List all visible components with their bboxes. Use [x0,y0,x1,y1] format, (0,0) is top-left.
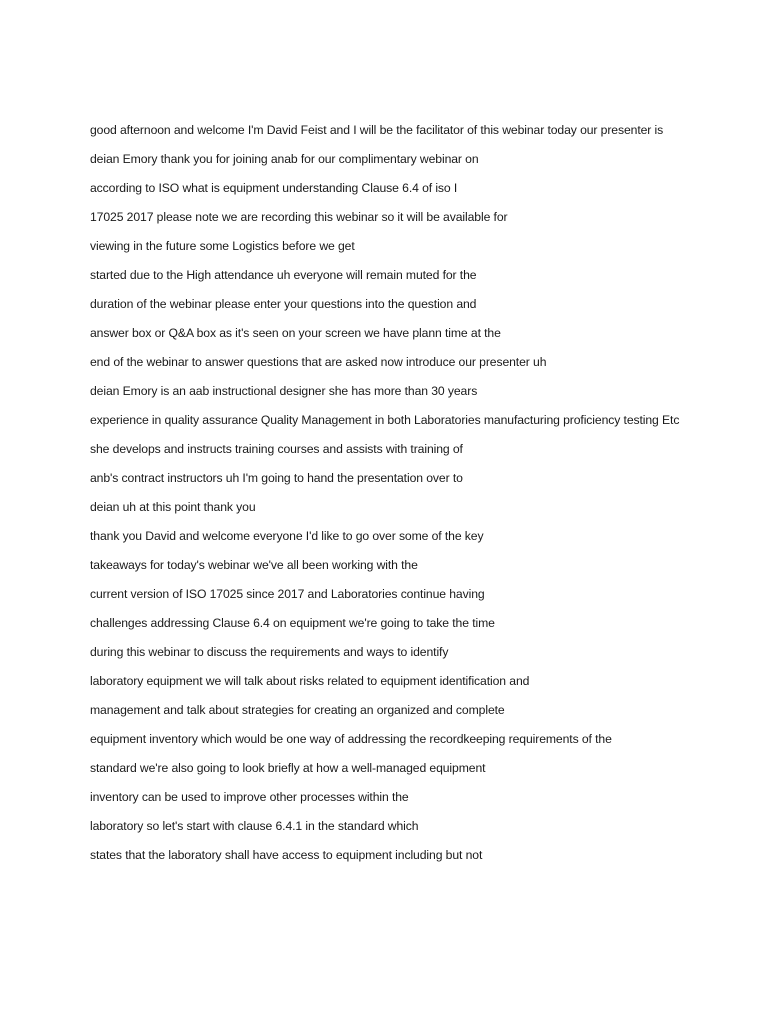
paragraph: laboratory equipment we will talk about risks related to equipment identification and [90,674,530,688]
paragraph: states that the laboratory shall have access to equipment including but not [90,848,483,862]
paragraph: challenges addressing Clause 6.4 on equipment we're going to take the time [90,616,495,630]
paragraph: laboratory so let's start with clause 6.4.1 in the standard which [90,819,419,833]
paragraph: inventory can be used to improve other processes within the [90,790,409,804]
paragraph: thank you David and welcome everyone I'd like to go over some of the key [90,529,484,543]
paragraph: 17025 2017 please note we are recording this webinar so it will be available for [90,210,508,224]
paragraph: equipment inventory which would be one way of addressing the recordkeeping requirements of the [90,732,612,746]
paragraph: takeaways for today's webinar we've all been working with the [90,558,418,572]
paragraph: deian Emory thank you for joining anab for our complimentary webinar on [90,152,479,166]
paragraph: experience in quality assurance Quality Management in both Laboratories manufacturing proficiency testing Etc [90,413,680,427]
paragraph: viewing in the future some Logistics before we get [90,239,355,253]
paragraph: deian uh at this point thank you [90,500,256,514]
paragraph: during this webinar to discuss the requirements and ways to identify [90,645,449,659]
paragraph: she develops and instructs training courses and assists with training of [90,442,463,456]
paragraph: current version of ISO 17025 since 2017 and Laboratories continue having [90,587,485,601]
paragraph: end of the webinar to answer questions that are asked now introduce our presenter uh [90,355,547,369]
transcript-body [90,121,680,875]
paragraph: duration of the webinar please enter your questions into the question and [90,297,477,311]
paragraph: standard we're also going to look briefly at how a well-managed equipment [90,761,486,775]
paragraph: management and talk about strategies for creating an organized and complete [90,703,505,717]
paragraph: deian Emory is an aab instructional designer she has more than 30 years [90,384,478,398]
paragraph: answer box or Q&A box as it's seen on your screen we have plann time at the [90,326,501,340]
paragraph: anb's contract instructors uh I'm going to hand the presentation over to [90,471,463,485]
paragraph: according to ISO what is equipment understanding Clause 6.4 of iso I [90,181,458,195]
paragraph: started due to the High attendance uh everyone will remain muted for the [90,268,477,282]
paragraph: good afternoon and welcome I'm David Feist and I will be the facilitator of this webinar today our presenter is [90,123,664,137]
